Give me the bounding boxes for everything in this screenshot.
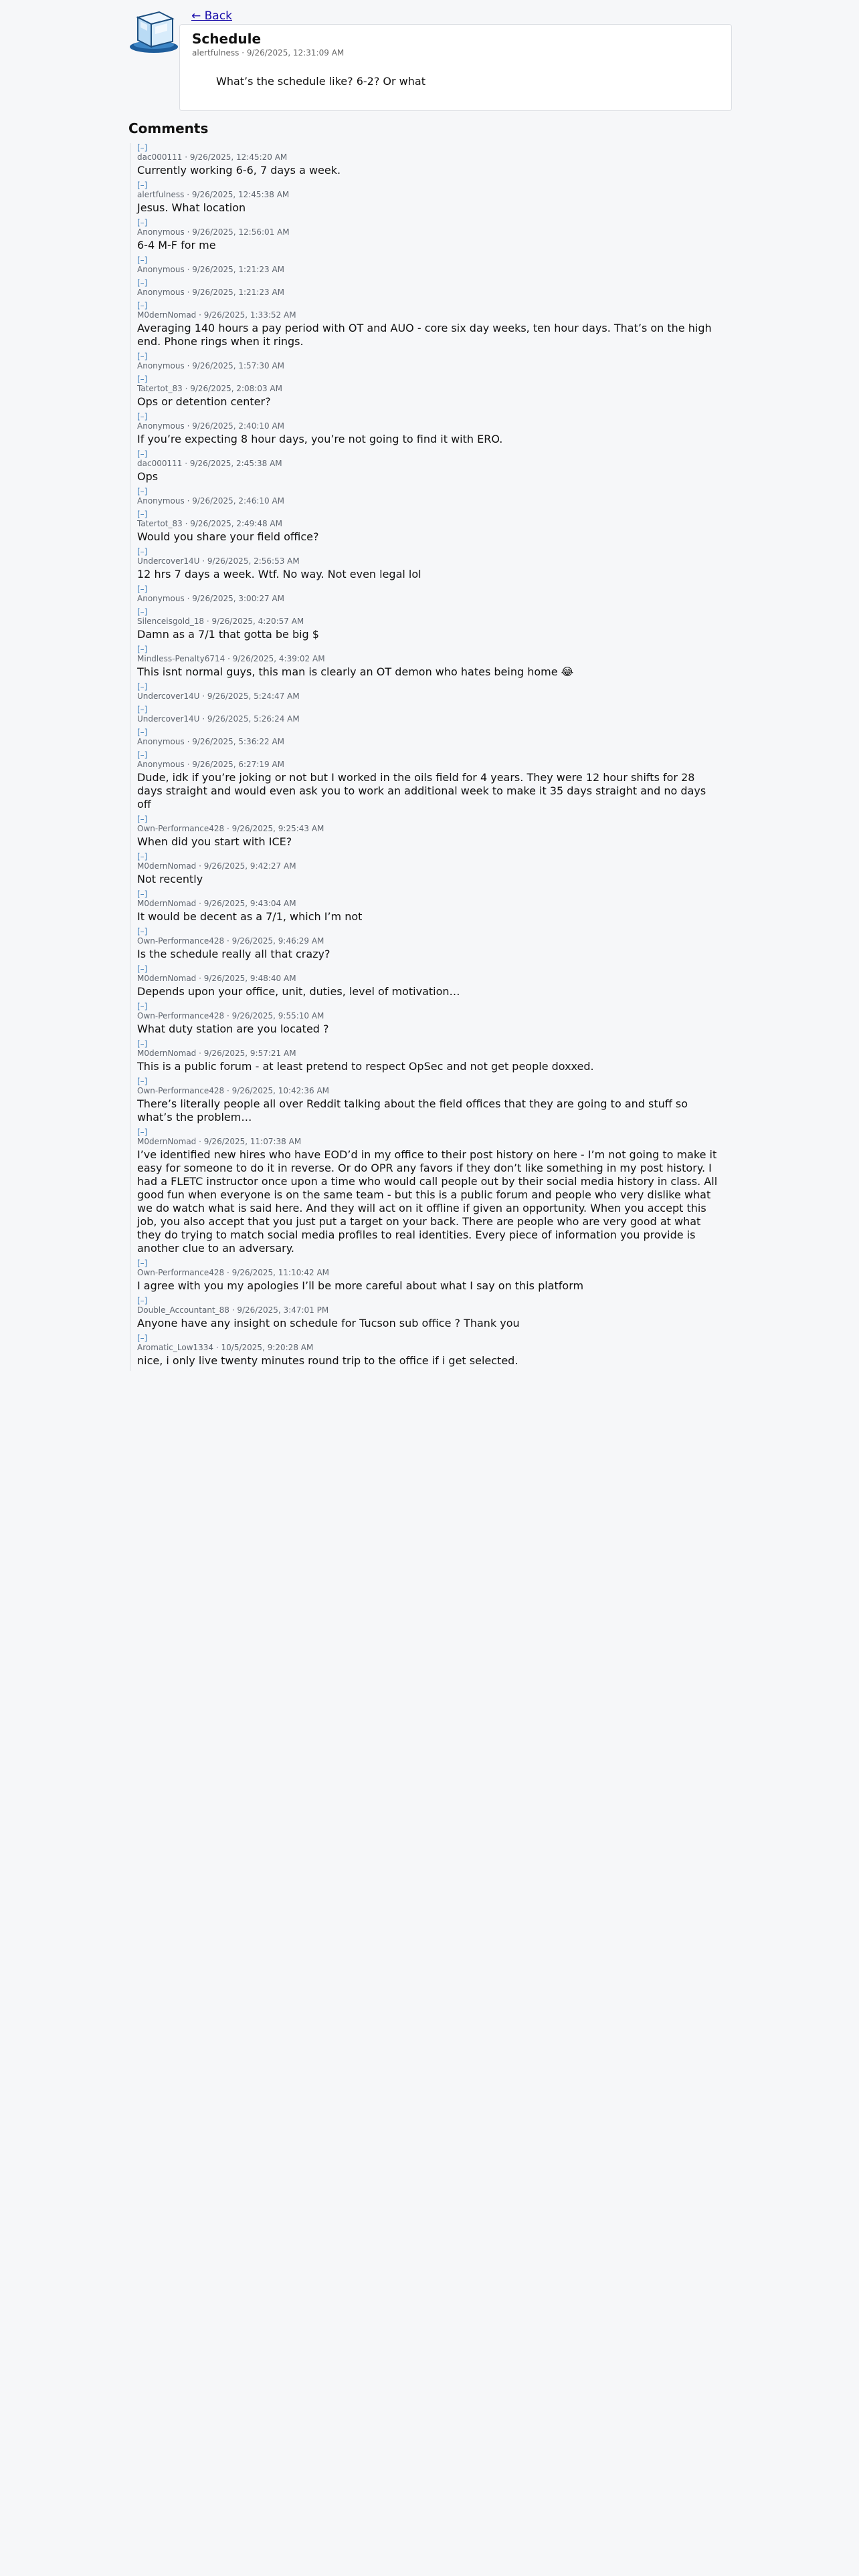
post-meta (192, 48, 344, 58)
comment-meta (137, 974, 731, 984)
comment-meta (137, 824, 731, 834)
comment-item (137, 181, 731, 215)
collapse-toggle[interactable]: [–] (137, 1333, 148, 1343)
comment-body: Depends upon your office, unit, duties, level of motivation… (137, 985, 460, 998)
comment-meta (137, 421, 731, 431)
collapse-toggle[interactable]: [–] (137, 750, 148, 760)
comment-body: It would be decent as a 7/1, which I’m not (137, 910, 363, 923)
comment-meta (137, 310, 731, 320)
comment-meta (137, 691, 731, 702)
meta-separator: · (184, 288, 193, 297)
comment-timestamp: 9/26/2025, 12:45:20 AM (189, 152, 288, 162)
comment-item (137, 1259, 731, 1293)
collapse-toggle[interactable]: [–] (137, 852, 148, 861)
comment-body: Damn as a 7/1 that gotta be big $ (137, 628, 319, 641)
comment-meta (137, 737, 731, 747)
meta-separator: · (225, 654, 233, 663)
collapse-toggle[interactable]: [–] (137, 889, 148, 899)
comment-timestamp: 9/26/2025, 9:55:10 AM (231, 1011, 324, 1021)
comment-timestamp: 9/26/2025, 4:39:02 AM (232, 654, 325, 663)
comment-timestamp: 9/26/2025, 1:21:23 AM (192, 288, 285, 297)
comment-author[interactable]: Anonymous (137, 361, 185, 370)
comment-item (137, 449, 731, 484)
comment-meta (137, 1011, 731, 1021)
comment-item (137, 728, 731, 747)
comment-author[interactable]: M0dernNomad (137, 861, 197, 871)
comment-meta (137, 556, 731, 566)
comment-timestamp: 9/26/2025, 5:36:22 AM (192, 737, 285, 746)
comment-timestamp: 9/26/2025, 11:07:38 AM (203, 1137, 302, 1146)
collapse-toggle[interactable]: [–] (137, 705, 148, 714)
comment-timestamp: 9/26/2025, 5:26:24 AM (207, 714, 300, 724)
comment-author[interactable]: Anonymous (137, 760, 185, 769)
comment-author[interactable]: Aromatic_Low1334 (137, 1343, 214, 1352)
comment-item (137, 487, 731, 506)
comment-item (137, 964, 731, 998)
meta-separator: · (199, 556, 207, 566)
comment-meta (137, 496, 731, 506)
comment-author[interactable]: Anonymous (137, 421, 185, 431)
comment-timestamp: 9/26/2025, 9:43:04 AM (203, 899, 296, 908)
comment-meta (137, 1049, 731, 1059)
meta-separator: · (199, 691, 207, 701)
comment-body: Not recently (137, 873, 203, 885)
comment-body: Is the schedule really all that crazy? (137, 948, 330, 960)
comment-author[interactable]: Tatertot_83 (137, 519, 183, 528)
collapse-toggle[interactable]: [–] (137, 449, 148, 459)
comment-item (137, 705, 731, 724)
comment-item (137, 301, 731, 348)
comment-meta (137, 361, 731, 371)
comment-author[interactable]: Anonymous (137, 737, 185, 746)
comment-author[interactable]: Own-Performance428 (137, 1086, 225, 1095)
meta-separator: · (213, 1343, 221, 1352)
comment-meta (137, 1305, 731, 1315)
meta-separator: · (184, 737, 193, 746)
comment-meta (137, 459, 731, 469)
collapse-toggle[interactable]: [–] (137, 645, 148, 654)
comment-body: If you’re expecting 8 hour days, you’re not going to find it with ERO. (137, 433, 503, 445)
comment-author[interactable]: M0dernNomad (137, 310, 197, 320)
comment-author[interactable]: alertfulness (137, 190, 185, 199)
comment-item (137, 1128, 731, 1255)
meta-separator: · (184, 190, 192, 199)
comment-item (137, 278, 731, 298)
comment-meta (137, 714, 731, 724)
collapse-toggle[interactable]: [–] (137, 181, 148, 190)
collapse-toggle[interactable]: [–] (137, 278, 148, 288)
comment-timestamp: 9/26/2025, 2:49:48 AM (190, 519, 282, 528)
collapse-toggle[interactable]: [–] (137, 1002, 148, 1011)
comment-body: There’s literally people all over Reddit talking about the field offices that they are going to and stuff so what’s the problem… (137, 1097, 688, 1123)
meta-separator: · (196, 861, 204, 871)
collapse-toggle[interactable]: [–] (137, 927, 148, 936)
comment-timestamp: 10/5/2025, 9:20:28 AM (221, 1343, 314, 1352)
comment-meta (137, 1137, 731, 1147)
comment-item (137, 1039, 731, 1073)
comments-heading: Comments (128, 120, 209, 136)
collapse-toggle[interactable]: [–] (137, 352, 148, 361)
collapse-toggle[interactable]: [–] (137, 1039, 148, 1049)
comment-body: This isnt normal guys, this man is clearly an OT demon who hates being home 😂 (137, 665, 574, 678)
comment-body: This is a public forum - at least pretend to respect OpSec and not get people doxxed. (137, 1060, 594, 1073)
comment-timestamp: 9/26/2025, 9:57:21 AM (203, 1049, 296, 1058)
comment-item (137, 750, 731, 811)
comment-author[interactable]: Tatertot_83 (137, 384, 183, 393)
comment-body: Ops (137, 470, 159, 483)
comment-meta (137, 227, 731, 237)
comment-item (137, 584, 731, 604)
ice-cube-logo (128, 9, 182, 55)
meta-separator: · (182, 152, 190, 162)
meta-separator: · (184, 421, 193, 431)
meta-separator: · (184, 265, 193, 274)
comment-item (137, 547, 731, 581)
comment-item (137, 1333, 731, 1368)
back-link[interactable]: ← Back (191, 9, 232, 23)
meta-separator: · (184, 227, 193, 237)
collapse-toggle[interactable]: [–] (137, 584, 148, 594)
collapse-toggle[interactable]: [–] (137, 1077, 148, 1086)
comment-author[interactable]: Undercover14U (137, 714, 200, 724)
comment-body: Would you share your field office? (137, 530, 319, 543)
comment-item (137, 927, 731, 961)
meta-separator: · (182, 459, 190, 468)
meta-separator: · (239, 48, 247, 58)
comment-body: When did you start with ICE? (137, 835, 292, 848)
comment-meta (137, 861, 731, 871)
comment-body: 12 hrs 7 days a week. Wtf. No way. Not even legal lol (137, 568, 421, 580)
collapse-toggle[interactable]: [–] (137, 412, 148, 421)
post-card (179, 24, 732, 111)
collapse-toggle[interactable]: [–] (137, 255, 148, 265)
comment-author[interactable]: M0dernNomad (137, 1049, 197, 1058)
comment-body: nice, i only live twenty minutes round trip to the office if i get selected. (137, 1354, 518, 1367)
comment-author[interactable]: dac000111 (137, 152, 183, 162)
comment-timestamp: 9/26/2025, 9:48:40 AM (203, 974, 296, 983)
comment-item (137, 815, 731, 849)
comment-author[interactable]: Undercover14U (137, 556, 200, 566)
meta-separator: · (196, 974, 204, 983)
comment-meta (137, 936, 731, 946)
meta-separator: · (224, 1086, 232, 1095)
comment-author[interactable]: Double_Accountant_88 (137, 1305, 229, 1315)
comment-author[interactable]: Mindless-Penalty6714 (137, 654, 225, 663)
collapse-toggle[interactable]: [–] (137, 143, 148, 152)
comment-meta (137, 617, 731, 627)
collapse-toggle[interactable]: [–] (137, 728, 148, 737)
post-timestamp: 9/26/2025, 12:31:09 AM (246, 48, 345, 58)
collapse-toggle[interactable]: [–] (137, 964, 148, 974)
comment-timestamp: 9/26/2025, 1:57:30 AM (192, 361, 285, 370)
comment-meta (137, 190, 731, 200)
post-author[interactable]: alertfulness (192, 48, 240, 58)
comment-item (137, 374, 731, 409)
meta-separator: · (182, 519, 191, 528)
comment-meta (137, 654, 731, 664)
comment-author[interactable]: M0dernNomad (137, 1137, 197, 1146)
post-body: What’s the schedule like? 6-2? Or what (216, 75, 425, 88)
comment-body: 6-4 M-F for me (137, 239, 216, 251)
comment-author[interactable]: Anonymous (137, 227, 185, 237)
comment-timestamp: 9/26/2025, 9:46:29 AM (231, 936, 324, 946)
comment-timestamp: 9/26/2025, 2:08:03 AM (190, 384, 282, 393)
collapse-toggle[interactable]: [–] (137, 1296, 148, 1305)
comment-body: Jesus. What location (137, 201, 246, 214)
comment-timestamp: 9/26/2025, 9:25:43 AM (231, 824, 324, 833)
comment-author[interactable]: dac000111 (137, 459, 183, 468)
comment-body: Currently working 6-6, 7 days a week. (137, 164, 341, 177)
comment-meta (137, 1086, 731, 1096)
post-title: Schedule (192, 31, 262, 47)
comment-meta (137, 288, 731, 298)
comment-meta (137, 265, 731, 275)
collapse-toggle[interactable]: [–] (137, 1259, 148, 1268)
comment-item (137, 889, 731, 924)
comment-body: What duty station are you located ? (137, 1023, 329, 1035)
comment-timestamp: 9/26/2025, 10:42:36 AM (231, 1086, 330, 1095)
comment-timestamp: 9/26/2025, 2:56:53 AM (207, 556, 300, 566)
collapse-toggle[interactable]: [–] (137, 374, 148, 384)
meta-separator: · (196, 310, 204, 320)
comment-author[interactable]: M0dernNomad (137, 974, 197, 983)
comment-meta (137, 899, 731, 909)
meta-separator: · (224, 1268, 232, 1277)
comment-timestamp: 9/26/2025, 3:47:01 PM (237, 1305, 329, 1315)
comment-body: Averaging 140 hours a pay period with OT and AUO - core six day weeks, ten hour days. That’s on the high end. Phone rings when it rings. (137, 322, 712, 348)
collapse-toggle[interactable]: [–] (137, 510, 148, 519)
collapse-toggle[interactable]: [–] (137, 487, 148, 496)
meta-separator: · (184, 496, 193, 506)
meta-separator: · (182, 384, 191, 393)
comment-timestamp: 9/26/2025, 5:24:47 AM (207, 691, 300, 701)
meta-separator: · (224, 824, 232, 833)
collapse-toggle[interactable]: [–] (137, 607, 148, 617)
comment-meta (137, 1343, 731, 1353)
comment-body: Dude, idk if you’re joking or not but I worked in the oils field for 4 years. They were 12 hour shifts for 28 days straight and would even ask you to work an additional week to make it 35 days straight and no days off (137, 771, 706, 811)
meta-separator: · (229, 1305, 237, 1315)
comment-body: I agree with you my apologies I’ll be more careful about what I say on this platform (137, 1279, 584, 1292)
meta-separator: · (224, 936, 232, 946)
comment-timestamp: 9/26/2025, 4:20:57 AM (211, 617, 304, 626)
meta-separator: · (184, 361, 193, 370)
collapse-toggle[interactable]: [–] (137, 547, 148, 556)
comment-meta (137, 594, 731, 604)
comment-item (137, 1296, 731, 1330)
comment-item (137, 352, 731, 371)
comment-meta (137, 519, 731, 529)
comment-item (137, 607, 731, 641)
comment-author[interactable]: Own-Performance428 (137, 1268, 225, 1277)
comment-author[interactable]: Anonymous (137, 594, 185, 603)
comment-author[interactable]: Anonymous (137, 265, 185, 274)
collapse-toggle[interactable]: [–] (137, 218, 148, 227)
comment-body: Anyone have any insight on schedule for Tucson sub office ? Thank you (137, 1317, 520, 1329)
comment-body: Ops or detention center? (137, 395, 271, 408)
comments-thread (130, 143, 731, 1371)
comment-item (137, 218, 731, 252)
meta-separator: · (204, 617, 212, 626)
comment-author[interactable]: Own-Performance428 (137, 936, 225, 946)
comment-timestamp: 9/26/2025, 2:46:10 AM (192, 496, 285, 506)
comment-timestamp: 9/26/2025, 11:10:42 AM (231, 1268, 330, 1277)
meta-separator: · (184, 594, 193, 603)
meta-separator: · (224, 1011, 232, 1021)
collapse-toggle[interactable]: [–] (137, 1128, 148, 1137)
comment-timestamp: 9/26/2025, 1:33:52 AM (203, 310, 296, 320)
comment-author[interactable]: Undercover14U (137, 691, 200, 701)
comment-timestamp: 9/26/2025, 12:45:38 AM (191, 190, 290, 199)
comment-item (137, 682, 731, 702)
comment-timestamp: 9/26/2025, 3:00:27 AM (192, 594, 285, 603)
meta-separator: · (196, 1049, 204, 1058)
collapse-toggle[interactable]: [–] (137, 815, 148, 824)
collapse-toggle[interactable]: [–] (137, 682, 148, 691)
comment-item (137, 1077, 731, 1124)
meta-separator: · (196, 899, 204, 908)
comment-author[interactable]: Own-Performance428 (137, 824, 225, 833)
comment-author[interactable]: Own-Performance428 (137, 1011, 225, 1021)
collapse-toggle[interactable]: [–] (137, 301, 148, 310)
comment-meta (137, 384, 731, 394)
comment-timestamp: 9/26/2025, 2:40:10 AM (192, 421, 285, 431)
comment-author[interactable]: Silenceisgold_18 (137, 617, 205, 626)
comment-author[interactable]: Anonymous (137, 496, 185, 506)
comment-item (137, 255, 731, 275)
comment-timestamp: 9/26/2025, 2:45:38 AM (189, 459, 282, 468)
comment-author[interactable]: Anonymous (137, 288, 185, 297)
meta-separator: · (196, 1137, 204, 1146)
comment-meta (137, 760, 731, 770)
comment-meta (137, 152, 731, 163)
comment-meta (137, 1268, 731, 1278)
comment-item (137, 645, 731, 679)
comment-timestamp: 9/26/2025, 6:27:19 AM (192, 760, 285, 769)
comment-item (137, 852, 731, 886)
comment-timestamp: 9/26/2025, 1:21:23 AM (192, 265, 285, 274)
comment-item (137, 1002, 731, 1036)
meta-separator: · (184, 760, 193, 769)
meta-separator: · (199, 714, 207, 724)
comment-timestamp: 9/26/2025, 12:56:01 AM (192, 227, 290, 237)
comment-item (137, 412, 731, 446)
comment-author[interactable]: M0dernNomad (137, 899, 197, 908)
comment-item (137, 143, 731, 177)
comment-body: I’ve identified new hires who have EOD’d in my office to their post history on here - I’m not going to make it easy for someone to do it in reverse. Or do OPR any favors if they don’t like something in my post history. I had a FLETC instructor once upon a time who would call people out by their social media history in class. All good fun when everyone is on the same team - but this is a public forum and people who very dislike what we do watch what is said here. And they will act on it offline if given an opportunity. When you accept this job, you also accept that you just put a target on your back. There are people who are very good at what they do trying to match social media profiles to real identities. Every piece of information you provide is another clue to an adversary. (137, 1148, 718, 1255)
comment-timestamp: 9/26/2025, 9:42:27 AM (203, 861, 296, 871)
comment-item (137, 510, 731, 544)
